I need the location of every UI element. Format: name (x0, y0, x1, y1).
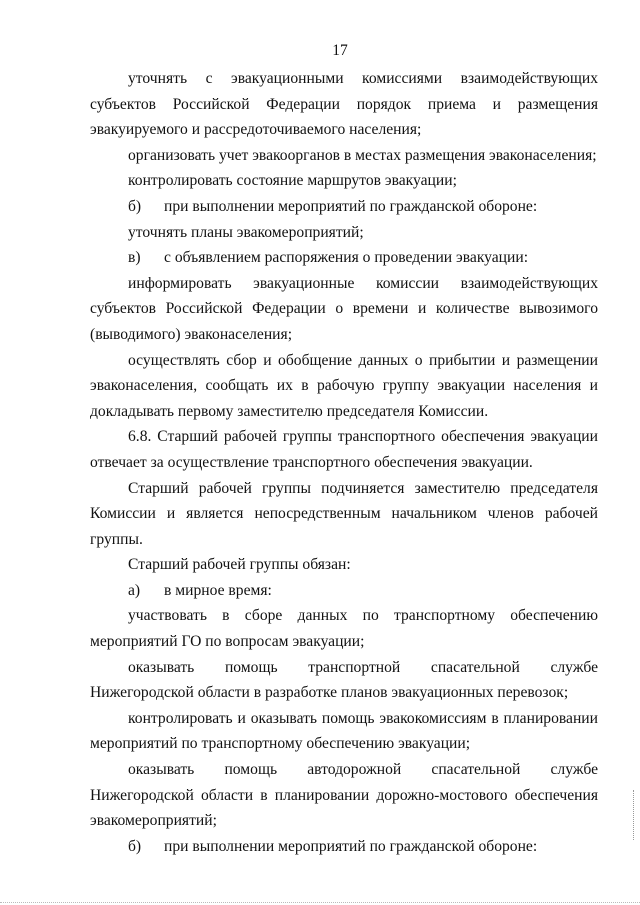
scan-bottom-edge (0, 902, 640, 903)
paragraph-5: уточнять планы эвакомероприятий; (128, 223, 364, 241)
scan-edge-mark (633, 790, 638, 840)
list-marker: б) (128, 837, 142, 855)
paragraph-15: контролировать и оказывать помощь эвакокомиссиям в планировании мероприятий по транспортному обеспечению эвакуации; (90, 709, 598, 753)
paragraph-9: 6.8. Старший рабочей группы транспортного обеспечения эвакуации отвечает за осуществление транспортного обеспечения эвакуации. (90, 428, 598, 471)
list-item-v (90, 245, 598, 271)
list-item-text: в мирное время: (164, 581, 272, 599)
list-marker: в) (128, 249, 141, 267)
paragraph-2: организовать учет эвакоорганов в местах размещения эваконаселения; (128, 146, 597, 164)
list-marker: а) (128, 581, 141, 599)
list-item-b-1 (90, 194, 598, 220)
list-item-a (90, 578, 598, 604)
paragraph-10: Старший рабочей группы подчиняется заместителю председателя Комиссии и является непосредственным начальником членов рабочей группы. (90, 479, 598, 548)
list-item-text: при выполнении мероприятий по гражданской обороне: (164, 837, 538, 855)
list-marker: б) (128, 197, 142, 215)
paragraph-13: участвовать в сборе данных по транспортному обеспечению мероприятий ГО по вопросам эвакуации; (90, 607, 598, 651)
list-item-b-2 (90, 834, 598, 860)
paragraph-14: оказывать помощь транспортной спасательной службе Нижегородской области в разработке планов эвакуационных перевозок; (90, 658, 598, 702)
list-item-text: при выполнении мероприятий по гражданской обороне: (164, 197, 538, 215)
paragraph-11: Старший рабочей группы обязан: (128, 556, 351, 574)
list-item-text: с объявлением распоряжения о проведении эвакуации: (164, 249, 529, 267)
page-number: 17 (332, 42, 348, 59)
paragraph-8: осуществлять сбор и обобщение данных о прибытии и размещении эваконаселения, сообщать их в рабочую группу эвакуации населения и докладывать первому заместителю председателя Комиссии. (90, 351, 598, 420)
paragraph-16: оказывать помощь автодорожной спасательной службе Нижегородской области в планировании дорожно-мостового обеспечения эвакомероприятий; (90, 761, 598, 830)
paragraph-7: информировать эвакуационные комиссии взаимодействующих субъектов Российской Федерации о времени и количестве вывозимого (выводимого) эваконаселения; (90, 274, 598, 343)
paragraph-1: уточнять с эвакуационными комиссиями взаимодействующих субъектов Российской Федерации порядок приема и размещения эвакуируемого и рассредоточиваемого населения; (90, 70, 598, 139)
paragraph-3: контролировать состояние маршрутов эвакуации; (128, 172, 457, 190)
document-body (90, 66, 598, 859)
